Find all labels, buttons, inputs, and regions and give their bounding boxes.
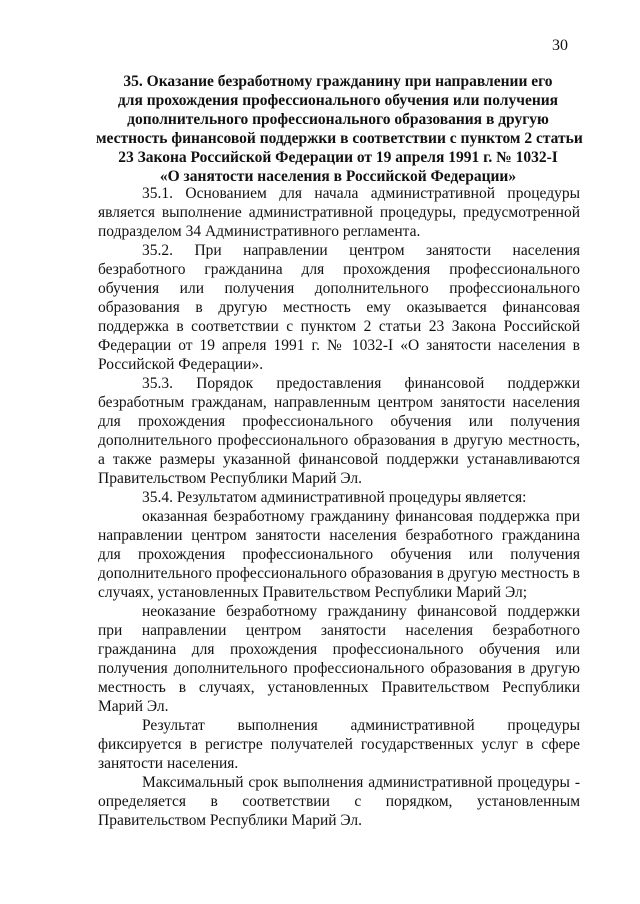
heading-line: «О занятости населения в Российской Федерации» bbox=[159, 168, 517, 185]
paragraph-max-duration: Максимальный срок выполнения административной процедуры - определяется в соответствии с порядком, установленным Правительством Республики Марий Эл. bbox=[98, 774, 580, 829]
paragraph-35-1: 35.1. Основанием для начала административной процедуры является выполнение административной процедуры, предусмотренной подразделом 34 Административного регламента. bbox=[98, 185, 580, 240]
heading-line: 23 Закона Российской Федерации от 19 апреля 1991 г. № 1032-I bbox=[118, 149, 558, 166]
heading-line: дополнительного профессионального образования в другую bbox=[127, 111, 549, 128]
paragraph-35-4: 35.4. Результатом административной процедуры является: bbox=[142, 489, 527, 506]
heading-line: для прохождения профессионального обучения или получения bbox=[117, 92, 559, 109]
paragraph-35-3: 35.3. Порядок предоставления финансовой поддержки безработным гражданам, направленным центром занятости населения для прохождения профессионального обучения или получения дополнительного профессионального образования в другую местность, а также размеры указанной финансовой поддержки устанавливаются Правительством Республики Марий Эл. bbox=[98, 375, 580, 487]
section-heading bbox=[96, 72, 583, 186]
body-text bbox=[98, 184, 580, 830]
heading-line: местность финансовой поддержки в соответствии с пунктом 2 статьи bbox=[96, 130, 583, 147]
heading-line: 35. Оказание безработному гражданину при направлении его bbox=[123, 73, 553, 90]
result-item-support-refused: неоказание безработному гражданину финансовой поддержки при направлении центром занятости населения безработного гражданина для прохождения профессионального обучения или получения дополнительного профессионального образования в другую местность в случаях, установленных Правительством Республики Марий Эл. bbox=[98, 603, 580, 715]
paragraph-35-2: 35.2. При направлении центром занятости населения безработного гражданина для прохождения профессионального обучения или получения дополнительного профессионального образования в другую местность ему оказывается финансовая поддержка в соответствии с пунктом 2 статьи 23 Закона Российской Федерации от 19 апреля 1991 г. № 1032-I «О занятости населения в Российской Федерации». bbox=[98, 242, 580, 373]
paragraph-result-recording: Результат выполнения административной процедуры фиксируется в регистре получателей государственных услуг в сфере занятости населения. bbox=[98, 717, 580, 772]
page-number: 30 bbox=[552, 37, 568, 54]
result-item-support-provided: оказанная безработному гражданину финансовая поддержка при направлении центром занятости населения безработного гражданина для прохождения профессионального обучения или получения дополнительного профессионального образования в другую местность в случаях, установленных Правительством Республики Марий Эл; bbox=[98, 508, 580, 601]
